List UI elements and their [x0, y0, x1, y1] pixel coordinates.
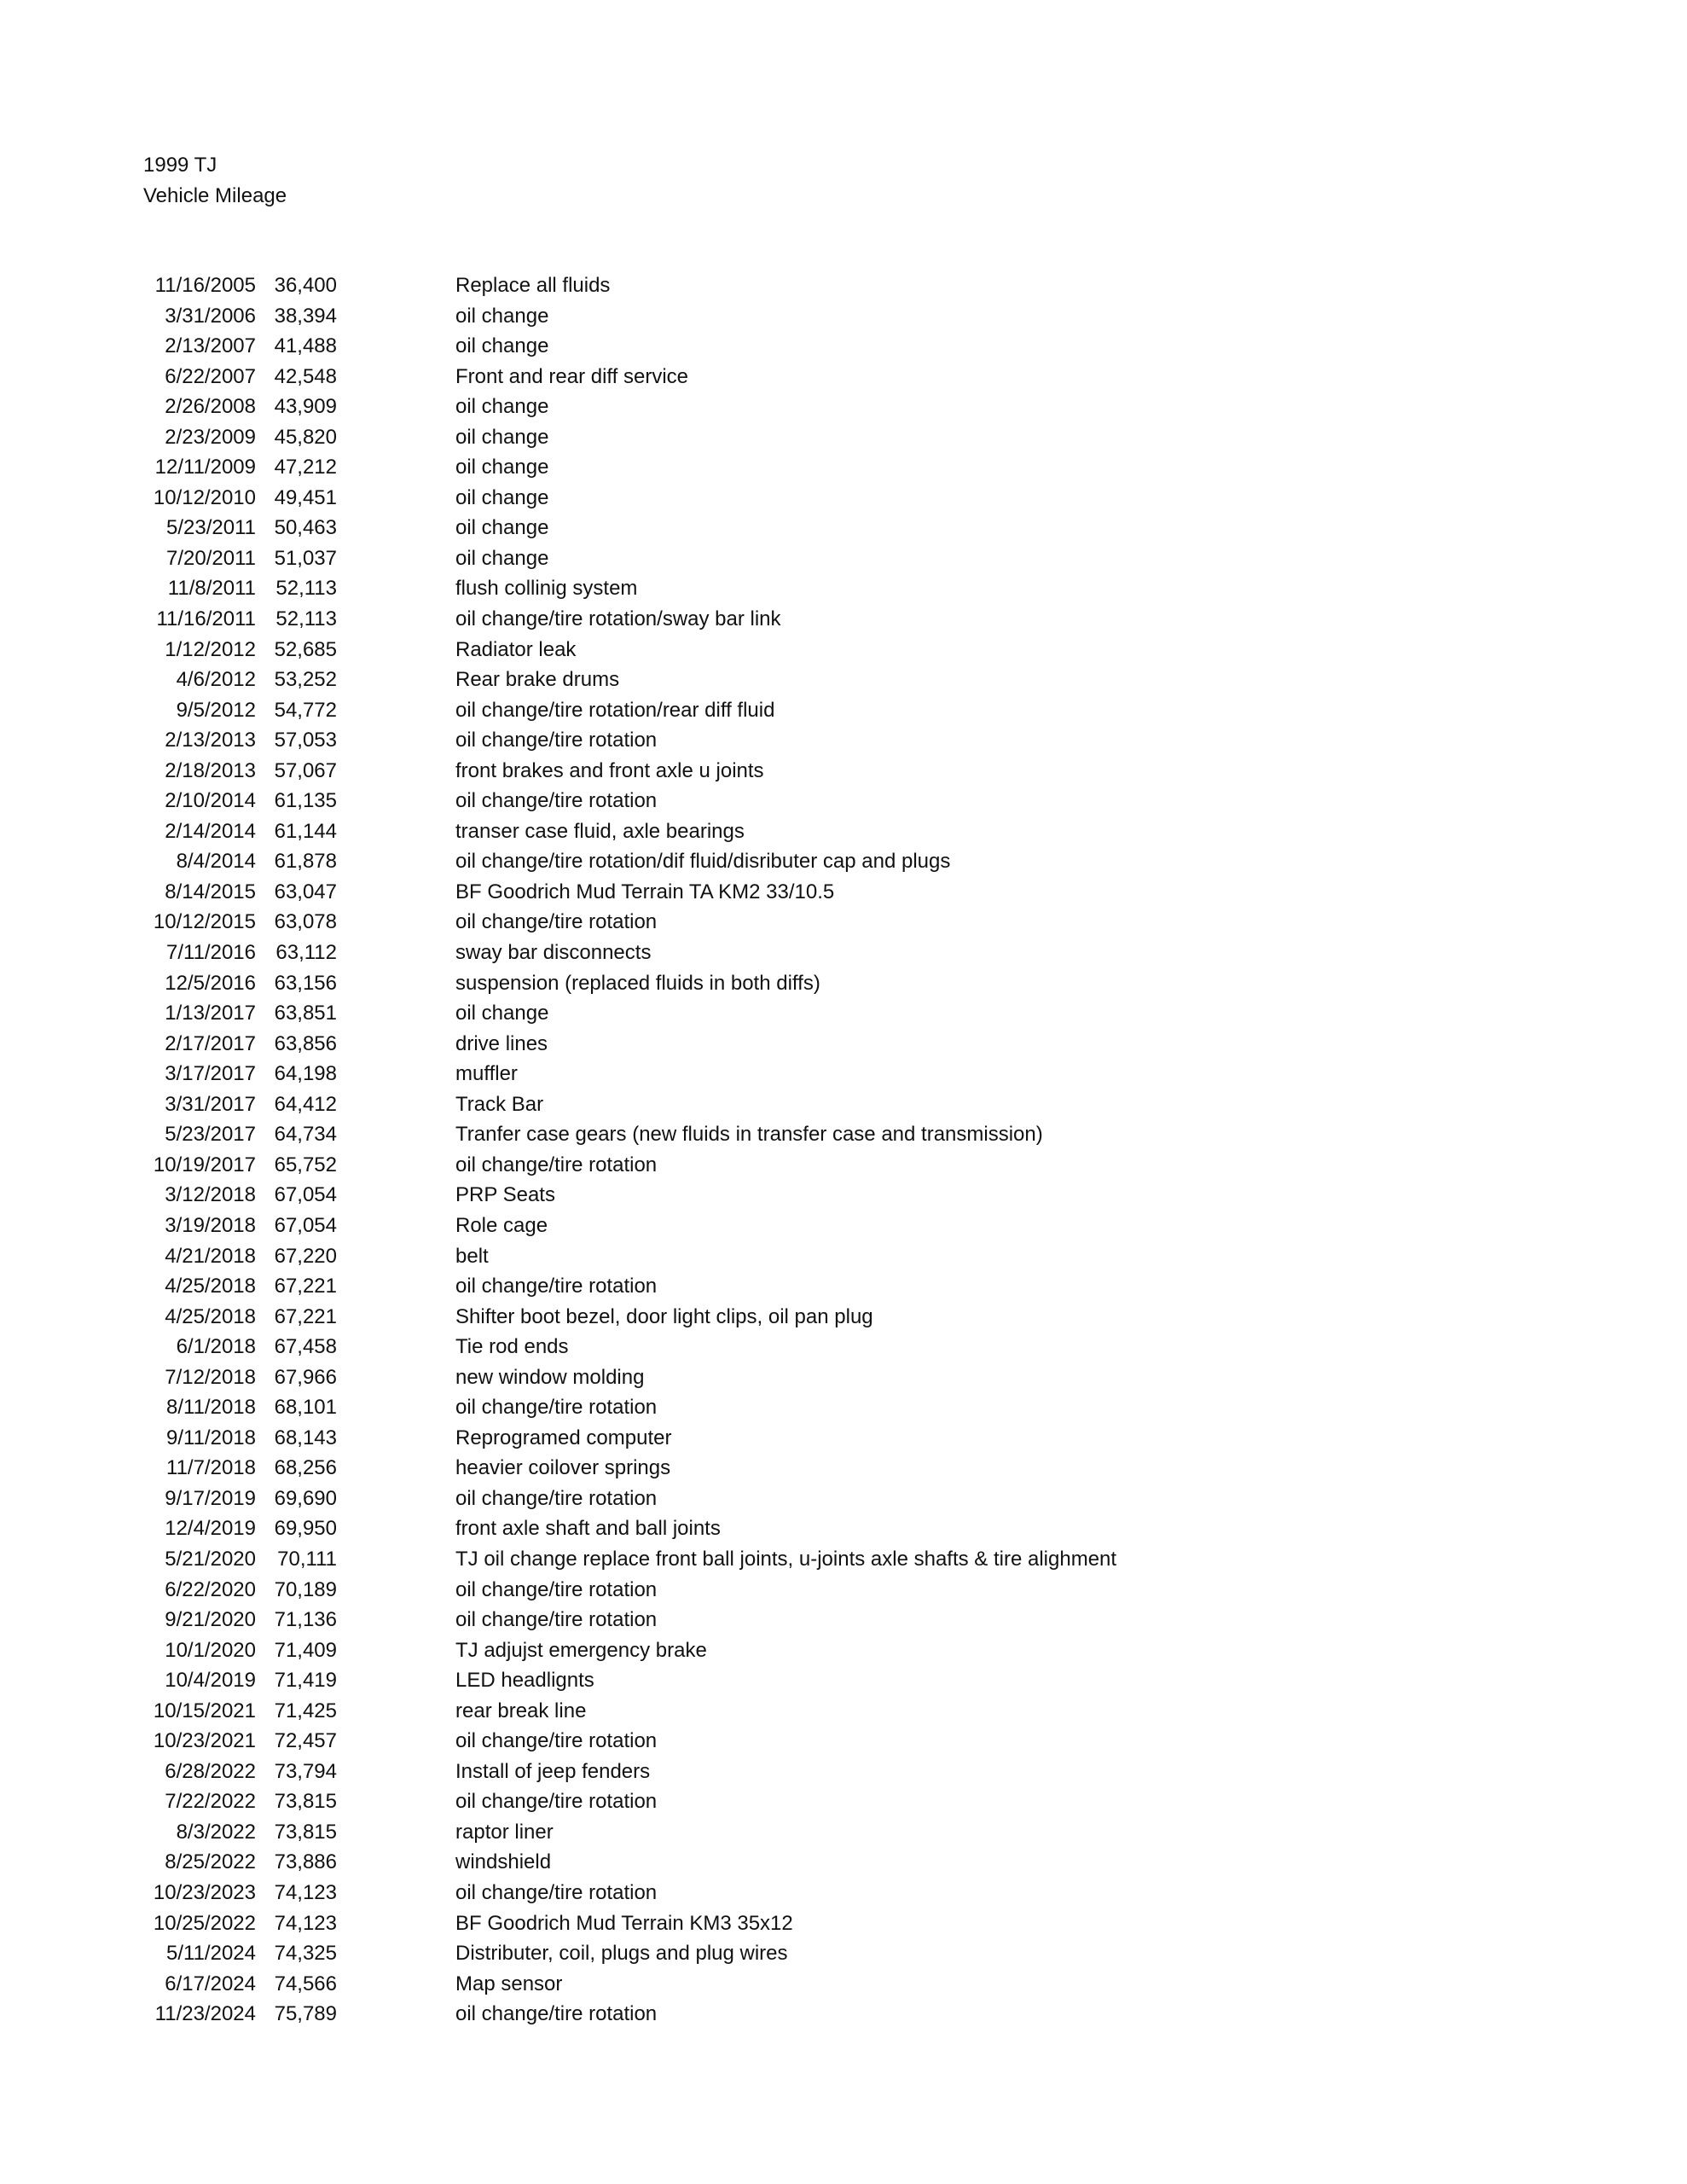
service-date: 7/22/2022	[165, 1790, 256, 1814]
log-row	[0, 1302, 1687, 1333]
service-date: 6/22/2020	[165, 1577, 256, 1601]
service-description: rear break line	[455, 1699, 587, 1722]
service-description: oil change/tire rotation	[455, 1577, 658, 1601]
service-date: 3/12/2018	[165, 1183, 256, 1207]
service-description: suspension (replaced fluids in both diffs)	[455, 971, 820, 995]
service-description: oil change/tire rotation	[455, 1153, 658, 1176]
document-subtitle: Vehicle Mileage	[143, 184, 287, 207]
log-row	[0, 756, 1687, 787]
service-date: 3/19/2018	[165, 1213, 256, 1237]
service-date: 9/21/2020	[165, 1608, 256, 1632]
log-row	[0, 452, 1687, 483]
service-date: 2/13/2013	[165, 729, 256, 752]
service-description: oil change/tire rotation	[455, 910, 658, 934]
service-description: oil change	[455, 516, 549, 540]
odometer-mileage: 68,256	[274, 1456, 337, 1480]
service-date: 1/13/2017	[165, 1002, 256, 1025]
odometer-mileage: 67,221	[274, 1275, 337, 1298]
service-description: oil change/tire rotation/sway bar link	[455, 607, 781, 631]
service-date: 8/11/2018	[166, 1396, 256, 1420]
odometer-mileage: 50,463	[274, 516, 337, 540]
service-description: TJ oil change replace front ball joints, u-joints axle shafts & tire alighment	[455, 1547, 1117, 1571]
odometer-mileage: 74,566	[274, 1972, 337, 1995]
log-row	[0, 1878, 1687, 1908]
odometer-mileage: 74,123	[274, 1911, 337, 1935]
service-description: oil change/tire rotation/dif fluid/disributer cap and plugs	[455, 850, 951, 874]
service-date: 7/12/2018	[165, 1365, 256, 1389]
log-row	[0, 1211, 1687, 1241]
service-date: 10/23/2021	[153, 1729, 256, 1753]
odometer-mileage: 43,909	[274, 395, 337, 419]
odometer-mileage: 49,451	[274, 485, 337, 509]
odometer-mileage: 71,425	[274, 1699, 337, 1722]
odometer-mileage: 69,690	[274, 1486, 337, 1510]
log-row	[0, 1332, 1687, 1362]
service-date: 4/25/2018	[165, 1304, 256, 1328]
odometer-mileage: 61,144	[274, 819, 337, 843]
log-row	[0, 270, 1687, 301]
log-row	[0, 1484, 1687, 1514]
service-date: 12/5/2016	[165, 971, 256, 995]
log-row	[0, 301, 1687, 332]
odometer-mileage: 63,156	[274, 971, 337, 995]
odometer-mileage: 68,143	[274, 1426, 337, 1449]
log-row	[0, 665, 1687, 695]
odometer-mileage: 67,458	[274, 1335, 337, 1359]
service-date: 2/10/2014	[165, 789, 256, 813]
service-date: 5/23/2011	[166, 516, 256, 540]
service-date: 10/12/2010	[153, 485, 256, 509]
odometer-mileage: 57,053	[274, 729, 337, 752]
log-row	[0, 1423, 1687, 1454]
service-date: 9/5/2012	[176, 698, 256, 722]
service-date: 11/7/2018	[166, 1456, 256, 1480]
service-description: muffler	[455, 1062, 518, 1086]
service-description: Front and rear diff service	[455, 364, 689, 388]
service-description: oil change/tire rotation/rear diff fluid	[455, 698, 775, 722]
service-date: 12/4/2019	[165, 1517, 256, 1541]
log-row	[0, 1908, 1687, 1939]
service-description: oil change/tire rotation	[455, 1880, 658, 1904]
log-row	[0, 1757, 1687, 1787]
odometer-mileage: 74,325	[274, 1942, 337, 1966]
log-row	[0, 1605, 1687, 1635]
service-description: oil change/tire rotation	[455, 1790, 658, 1814]
log-row	[0, 877, 1687, 908]
odometer-mileage: 65,752	[274, 1153, 337, 1176]
odometer-mileage: 42,548	[274, 364, 337, 388]
log-row	[0, 1786, 1687, 1817]
log-row	[0, 1513, 1687, 1544]
mileage-log	[0, 270, 1687, 2030]
log-row	[0, 1635, 1687, 1666]
service-description: Track Bar	[455, 1092, 544, 1116]
odometer-mileage: 73,815	[274, 1790, 337, 1814]
odometer-mileage: 52,113	[275, 607, 337, 631]
odometer-mileage: 75,789	[274, 2002, 337, 2026]
service-description: oil change	[455, 304, 549, 328]
odometer-mileage: 73,794	[274, 1759, 337, 1783]
service-description: Tie rod ends	[455, 1335, 569, 1359]
service-description: oil change	[455, 1002, 549, 1025]
service-description: oil change	[455, 395, 549, 419]
odometer-mileage: 63,112	[275, 941, 337, 965]
log-row	[0, 1847, 1687, 1878]
service-description: Rear brake drums	[455, 668, 620, 692]
service-description: transer case fluid, axle bearings	[455, 819, 745, 843]
odometer-mileage: 63,851	[274, 1002, 337, 1025]
service-description: Map sensor	[455, 1972, 563, 1995]
odometer-mileage: 61,135	[274, 789, 337, 813]
log-row	[0, 907, 1687, 938]
service-date: 5/21/2020	[165, 1547, 256, 1571]
log-row	[0, 998, 1687, 1029]
odometer-mileage: 67,220	[274, 1244, 337, 1268]
service-date: 2/17/2017	[165, 1031, 256, 1055]
service-date: 6/28/2022	[165, 1759, 256, 1783]
odometer-mileage: 69,950	[274, 1517, 337, 1541]
service-date: 10/1/2020	[165, 1638, 256, 1662]
log-row	[0, 331, 1687, 362]
log-row	[0, 1089, 1687, 1120]
log-row	[0, 1575, 1687, 1606]
odometer-mileage: 73,815	[274, 1820, 337, 1844]
service-description: Install of jeep fenders	[455, 1759, 651, 1783]
log-row	[0, 1180, 1687, 1211]
service-date: 2/18/2013	[165, 758, 256, 782]
service-description: Shifter boot bezel, door light clips, oil pan plug	[455, 1304, 873, 1328]
odometer-mileage: 67,221	[274, 1304, 337, 1328]
log-row	[0, 1817, 1687, 1848]
log-row	[0, 1150, 1687, 1181]
service-date: 3/17/2017	[165, 1062, 256, 1086]
service-description: oil change/tire rotation	[455, 2002, 658, 2026]
service-date: 3/31/2017	[165, 1092, 256, 1116]
service-description: Reprogramed computer	[455, 1426, 672, 1449]
service-date: 8/3/2022	[176, 1820, 256, 1844]
service-description: oil change	[455, 456, 549, 479]
service-date: 11/16/2011	[156, 607, 256, 631]
odometer-mileage: 41,488	[274, 334, 337, 358]
service-date: 6/22/2007	[165, 364, 256, 388]
service-date: 4/21/2018	[165, 1244, 256, 1268]
service-date: 10/15/2021	[153, 1699, 256, 1722]
service-date: 6/17/2024	[165, 1972, 256, 1995]
service-description: oil change	[455, 425, 549, 449]
service-description: belt	[455, 1244, 489, 1268]
service-date: 11/23/2024	[154, 2002, 256, 2026]
service-description: TJ adjujst emergency brake	[455, 1638, 707, 1662]
service-description: flush collinig system	[455, 577, 638, 601]
log-row	[0, 635, 1687, 665]
log-row	[0, 1392, 1687, 1423]
odometer-mileage: 68,101	[274, 1396, 337, 1420]
odometer-mileage: 71,136	[274, 1608, 337, 1632]
service-description: oil change/tire rotation	[455, 1486, 658, 1510]
service-description: BF Goodrich Mud Terrain TA KM2 33/10.5	[455, 880, 835, 903]
service-description: drive lines	[455, 1031, 548, 1055]
odometer-mileage: 52,113	[275, 577, 337, 601]
service-description: Role cage	[455, 1213, 548, 1237]
service-description: Distributer, coil, plugs and plug wires	[455, 1942, 788, 1966]
service-description: LED headlignts	[455, 1669, 594, 1693]
odometer-mileage: 63,078	[274, 910, 337, 934]
service-date: 5/23/2017	[165, 1123, 256, 1147]
odometer-mileage: 71,419	[274, 1669, 337, 1693]
log-row	[0, 1119, 1687, 1150]
service-description: oil change/tire rotation	[455, 1608, 658, 1632]
log-row	[0, 604, 1687, 635]
service-description: oil change/tire rotation	[455, 1396, 658, 1420]
service-date: 10/23/2023	[153, 1880, 256, 1904]
service-description: oil change/tire rotation	[455, 1729, 658, 1753]
odometer-mileage: 64,734	[274, 1123, 337, 1147]
odometer-mileage: 70,111	[277, 1547, 337, 1571]
service-date: 10/4/2019	[165, 1669, 256, 1693]
service-description: raptor liner	[455, 1820, 554, 1844]
odometer-mileage: 51,037	[274, 546, 337, 570]
service-date: 2/26/2008	[165, 395, 256, 419]
log-row	[0, 938, 1687, 968]
log-row	[0, 1271, 1687, 1302]
log-row	[0, 846, 1687, 877]
odometer-mileage: 70,189	[274, 1577, 337, 1601]
service-date: 2/23/2009	[165, 425, 256, 449]
service-date: 10/12/2015	[153, 910, 256, 934]
log-row	[0, 1453, 1687, 1484]
odometer-mileage: 63,856	[274, 1031, 337, 1055]
service-date: 9/11/2018	[166, 1426, 256, 1449]
log-row	[0, 1665, 1687, 1696]
service-description: front axle shaft and ball joints	[455, 1517, 721, 1541]
service-description: oil change	[455, 485, 549, 509]
service-description: Radiator leak	[455, 637, 577, 661]
odometer-mileage: 45,820	[274, 425, 337, 449]
service-date: 5/11/2024	[166, 1942, 256, 1966]
service-description: Tranfer case gears (new fluids in transfer case and transmission)	[455, 1123, 1043, 1147]
service-date: 3/31/2006	[165, 304, 256, 328]
service-description: oil change	[455, 334, 549, 358]
log-row	[0, 1241, 1687, 1272]
service-description: oil change/tire rotation	[455, 1275, 658, 1298]
odometer-mileage: 52,685	[274, 637, 337, 661]
service-description: oil change/tire rotation	[455, 789, 658, 813]
log-row	[0, 1544, 1687, 1575]
service-date: 6/1/2018	[176, 1335, 256, 1359]
log-row	[0, 786, 1687, 816]
log-row	[0, 1362, 1687, 1393]
service-date: 11/8/2011	[167, 577, 256, 601]
service-date: 8/4/2014	[176, 850, 256, 874]
log-row	[0, 483, 1687, 514]
log-row	[0, 362, 1687, 392]
log-row	[0, 816, 1687, 847]
service-date: 2/13/2007	[165, 334, 256, 358]
odometer-mileage: 67,054	[274, 1213, 337, 1237]
service-description: PRP Seats	[455, 1183, 555, 1207]
vehicle-title: 1999 TJ	[143, 154, 217, 177]
log-row	[0, 573, 1687, 604]
odometer-mileage: 61,878	[274, 850, 337, 874]
odometer-mileage: 72,457	[274, 1729, 337, 1753]
odometer-mileage: 36,400	[274, 274, 337, 297]
odometer-mileage: 53,252	[274, 668, 337, 692]
service-date: 10/19/2017	[153, 1153, 256, 1176]
service-date: 12/11/2009	[154, 456, 256, 479]
service-description: Replace all fluids	[455, 274, 611, 297]
service-date: 10/25/2022	[153, 1911, 256, 1935]
log-row	[0, 1999, 1687, 2030]
odometer-mileage: 73,886	[274, 1850, 337, 1874]
odometer-mileage: 64,412	[274, 1092, 337, 1116]
log-row	[0, 1969, 1687, 2000]
log-row	[0, 543, 1687, 574]
service-date: 8/25/2022	[165, 1850, 256, 1874]
log-row	[0, 1059, 1687, 1089]
odometer-mileage: 74,123	[274, 1880, 337, 1904]
log-row	[0, 695, 1687, 726]
odometer-mileage: 63,047	[274, 880, 337, 903]
odometer-mileage: 38,394	[274, 304, 337, 328]
service-date: 4/6/2012	[176, 668, 256, 692]
log-row	[0, 1696, 1687, 1727]
service-date: 1/12/2012	[165, 637, 256, 661]
log-row	[0, 1938, 1687, 1969]
log-row	[0, 422, 1687, 453]
odometer-mileage: 67,054	[274, 1183, 337, 1207]
service-description: sway bar disconnects	[455, 941, 652, 965]
service-description: heavier coilover springs	[455, 1456, 671, 1480]
log-row	[0, 968, 1687, 999]
service-date: 2/14/2014	[165, 819, 256, 843]
service-description: oil change	[455, 546, 549, 570]
odometer-mileage: 57,067	[274, 758, 337, 782]
document-header	[143, 150, 287, 212]
service-date: 8/14/2015	[165, 880, 256, 903]
service-date: 11/16/2005	[154, 274, 256, 297]
service-description: new window molding	[455, 1365, 645, 1389]
service-date: 7/11/2016	[166, 941, 256, 965]
service-date: 4/25/2018	[165, 1275, 256, 1298]
service-description: windshield	[455, 1850, 552, 1874]
log-row	[0, 1726, 1687, 1757]
log-row	[0, 513, 1687, 543]
odometer-mileage: 64,198	[274, 1062, 337, 1086]
service-description: BF Goodrich Mud Terrain KM3 35x12	[455, 1911, 793, 1935]
service-description: oil change/tire rotation	[455, 729, 658, 752]
log-row	[0, 392, 1687, 422]
service-date: 9/17/2019	[165, 1486, 256, 1510]
odometer-mileage: 54,772	[274, 698, 337, 722]
log-row	[0, 725, 1687, 756]
odometer-mileage: 71,409	[274, 1638, 337, 1662]
odometer-mileage: 67,966	[274, 1365, 337, 1389]
odometer-mileage: 47,212	[274, 456, 337, 479]
service-date: 7/20/2011	[166, 546, 256, 570]
service-description: front brakes and front axle u joints	[455, 758, 764, 782]
log-row	[0, 1029, 1687, 1060]
